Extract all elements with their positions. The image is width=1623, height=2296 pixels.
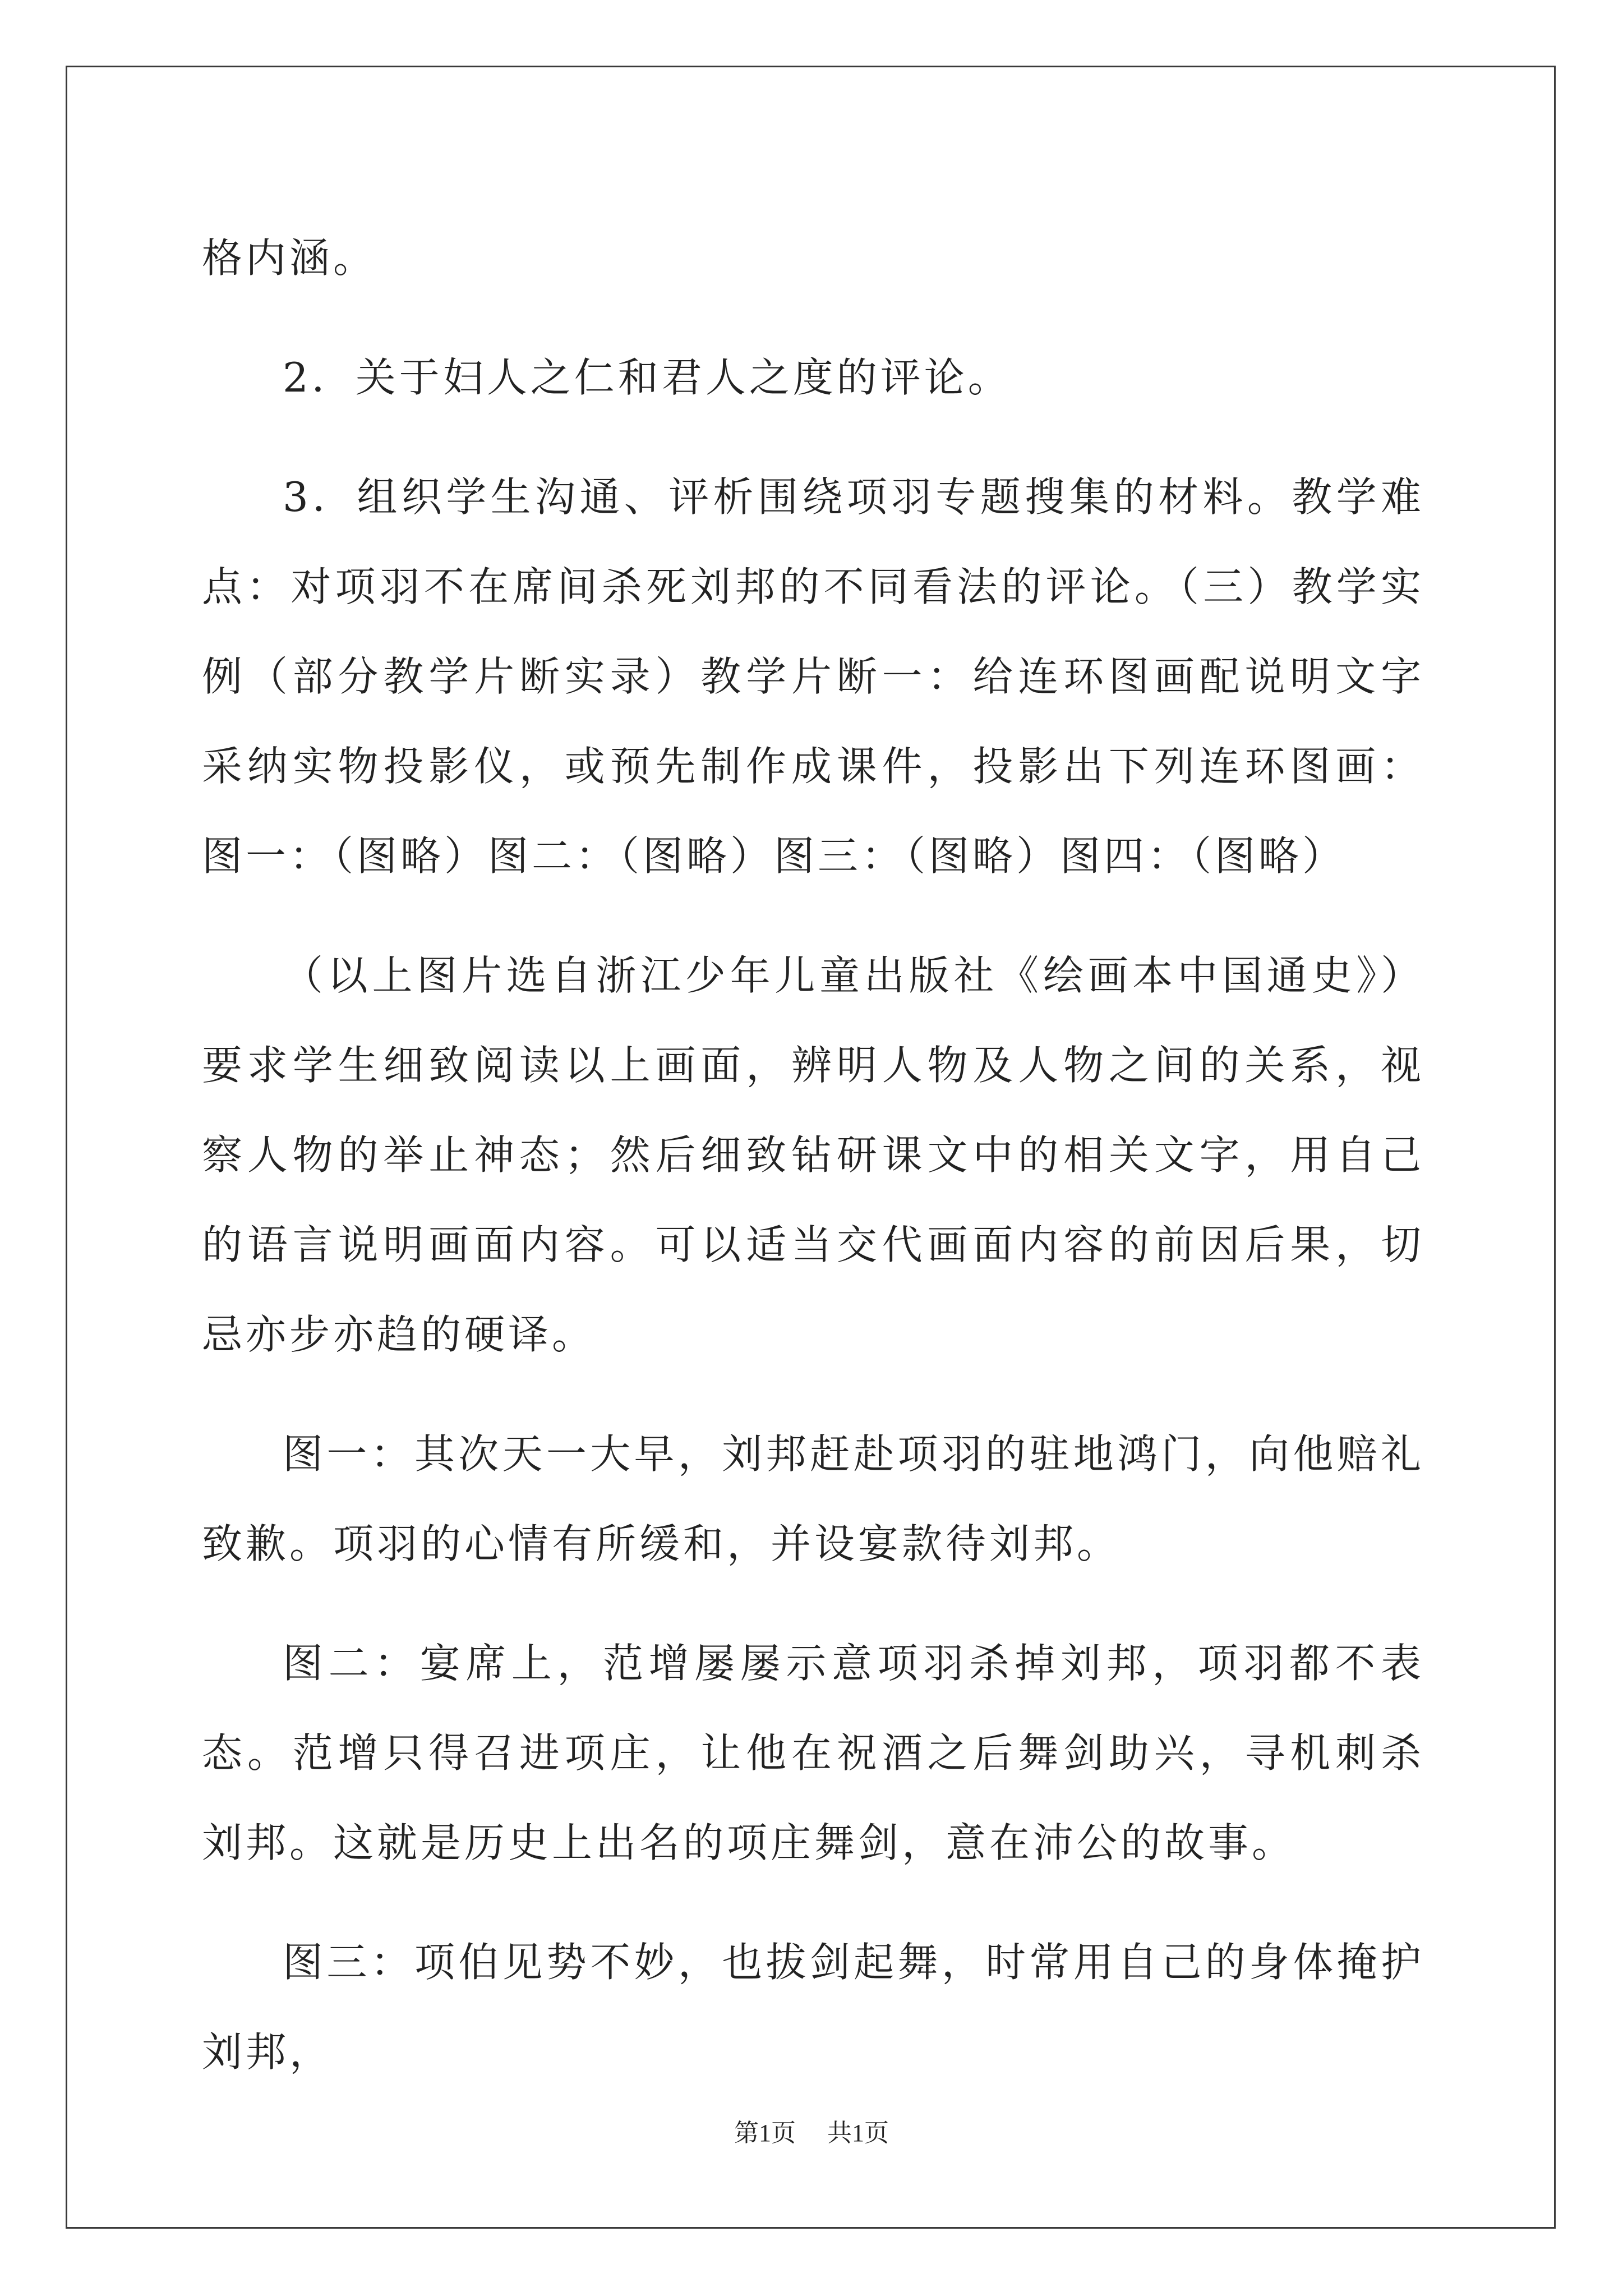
page-footer — [0, 2116, 1623, 2150]
paragraph-5: 图一：其次天一大早，刘邦赶赴项羽的驻地鸿门，向他赔礼致歉。项羽的心情有所缓和，并设宴款待刘邦。 — [202, 1430, 1424, 1567]
paragraph-3: 3．组织学生沟通、评析围绕项羽专题搜集的材料。教学难点：对项羽不在席间杀死刘邦的不同看法的评论。（三）教学实例（部分教学片断实录）教学片断一：给连环图画配说明文字采纳实物投影仪，或预先制作成课件，投影出下列连环图画：图一：（图略）图二：（图略）图三：（图略）图四：（图略） — [202, 473, 1424, 880]
page-total: 共1页 — [827, 2119, 889, 2147]
document-body — [202, 213, 1424, 2127]
page-number: 第1页 — [734, 2119, 796, 2147]
paragraph-1: 格内涵。 — [202, 234, 377, 282]
paragraph-2: 2．关于妇人之仁和君人之度的评论。 — [283, 354, 1012, 401]
paragraph-6: 图二：宴席上，范增屡屡示意项羽杀掉刘邦，项羽都不表态。范增只得召进项庄，让他在祝酒之后舞剑助兴，寻机刺杀刘邦。这就是历史上出名的项庄舞剑，意在沛公的故事。 — [202, 1640, 1424, 1866]
paragraph-7: 图三：项伯见势不妙，也拔剑起舞，时常用自己的身体掩护刘邦， — [202, 1939, 1424, 2076]
paragraph-4: （以上图片选自浙江少年儿童出版社《绘画本中国通史》）要求学生细致阅读以上画面，辨明人物及人物之间的关系，视察人物的举止神态；然后细致钻研课文中的相关文字，用自己的语言说明画面内容。可以适当交代画面内容的前因后果，切忌亦步亦趋的硬译。 — [202, 952, 1424, 1358]
